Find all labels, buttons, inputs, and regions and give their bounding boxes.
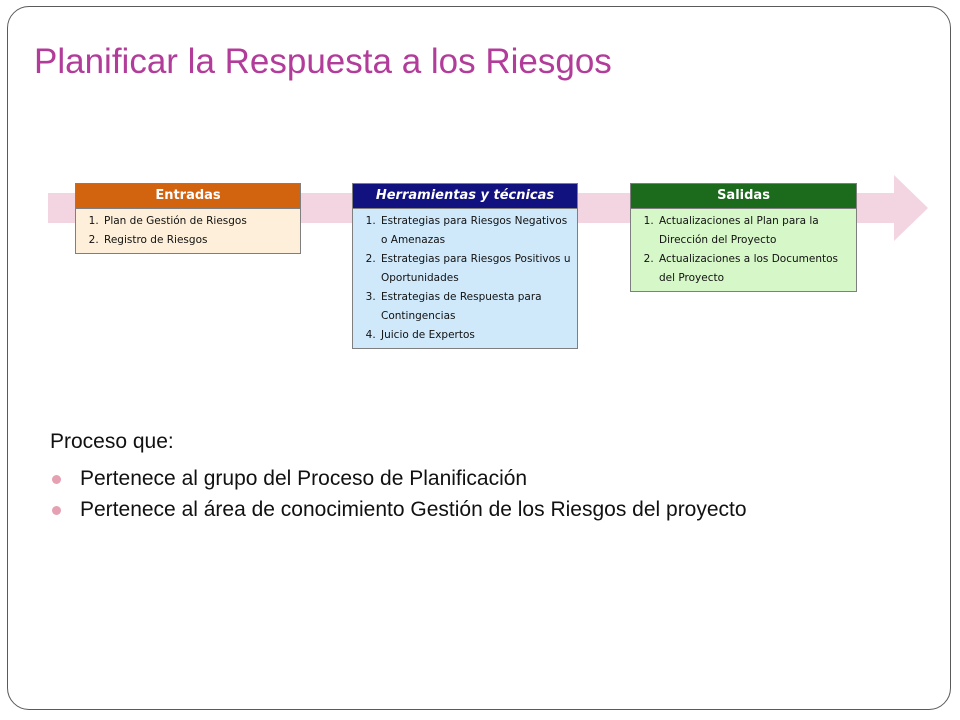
process-intro: Proceso que: — [50, 430, 174, 453]
inputs-item: 1. Plan de Gestión de Riesgos — [102, 212, 296, 231]
tools-list — [353, 209, 577, 348]
slide-frame — [7, 6, 951, 710]
tools-item: 1. Estrategias para Riesgos Negativos o Amenazas — [379, 212, 573, 250]
outputs-box — [630, 183, 857, 292]
inputs-box — [75, 183, 301, 254]
inputs-list — [76, 209, 300, 253]
tools-box — [352, 183, 578, 349]
bullet-item — [50, 466, 870, 491]
bullet-item — [50, 497, 870, 522]
bullet-text: Pertenece al grupo del Proceso de Planificación — [80, 467, 528, 490]
tools-header: Herramientas y técnicas — [353, 184, 577, 209]
outputs-item: 1. Actualizaciones al Plan para la Dirección del Proyecto — [657, 212, 852, 250]
outputs-list — [631, 209, 856, 291]
outputs-header: Salidas — [631, 184, 856, 209]
tools-item: 3. Estrategias de Respuesta para Contingencias — [379, 288, 573, 326]
bullet-dot-icon — [52, 475, 61, 484]
process-bullets — [50, 466, 870, 528]
process-arrow-head — [894, 175, 928, 241]
outputs-item: 2. Actualizaciones a los Documentos del Proyecto — [657, 250, 852, 288]
bullet-text: Pertenece al área de conocimiento Gestión de los Riesgos del proyecto — [80, 498, 747, 521]
tools-item: 2. Estrategias para Riesgos Positivos u Oportunidades — [379, 250, 573, 288]
inputs-item: 2. Registro de Riesgos — [102, 231, 296, 250]
bullet-dot-icon — [52, 506, 61, 515]
tools-item: 4. Juicio de Expertos — [379, 326, 573, 345]
slide-title: Planificar la Respuesta a los Riesgos — [34, 42, 612, 81]
inputs-header: Entradas — [76, 184, 300, 209]
